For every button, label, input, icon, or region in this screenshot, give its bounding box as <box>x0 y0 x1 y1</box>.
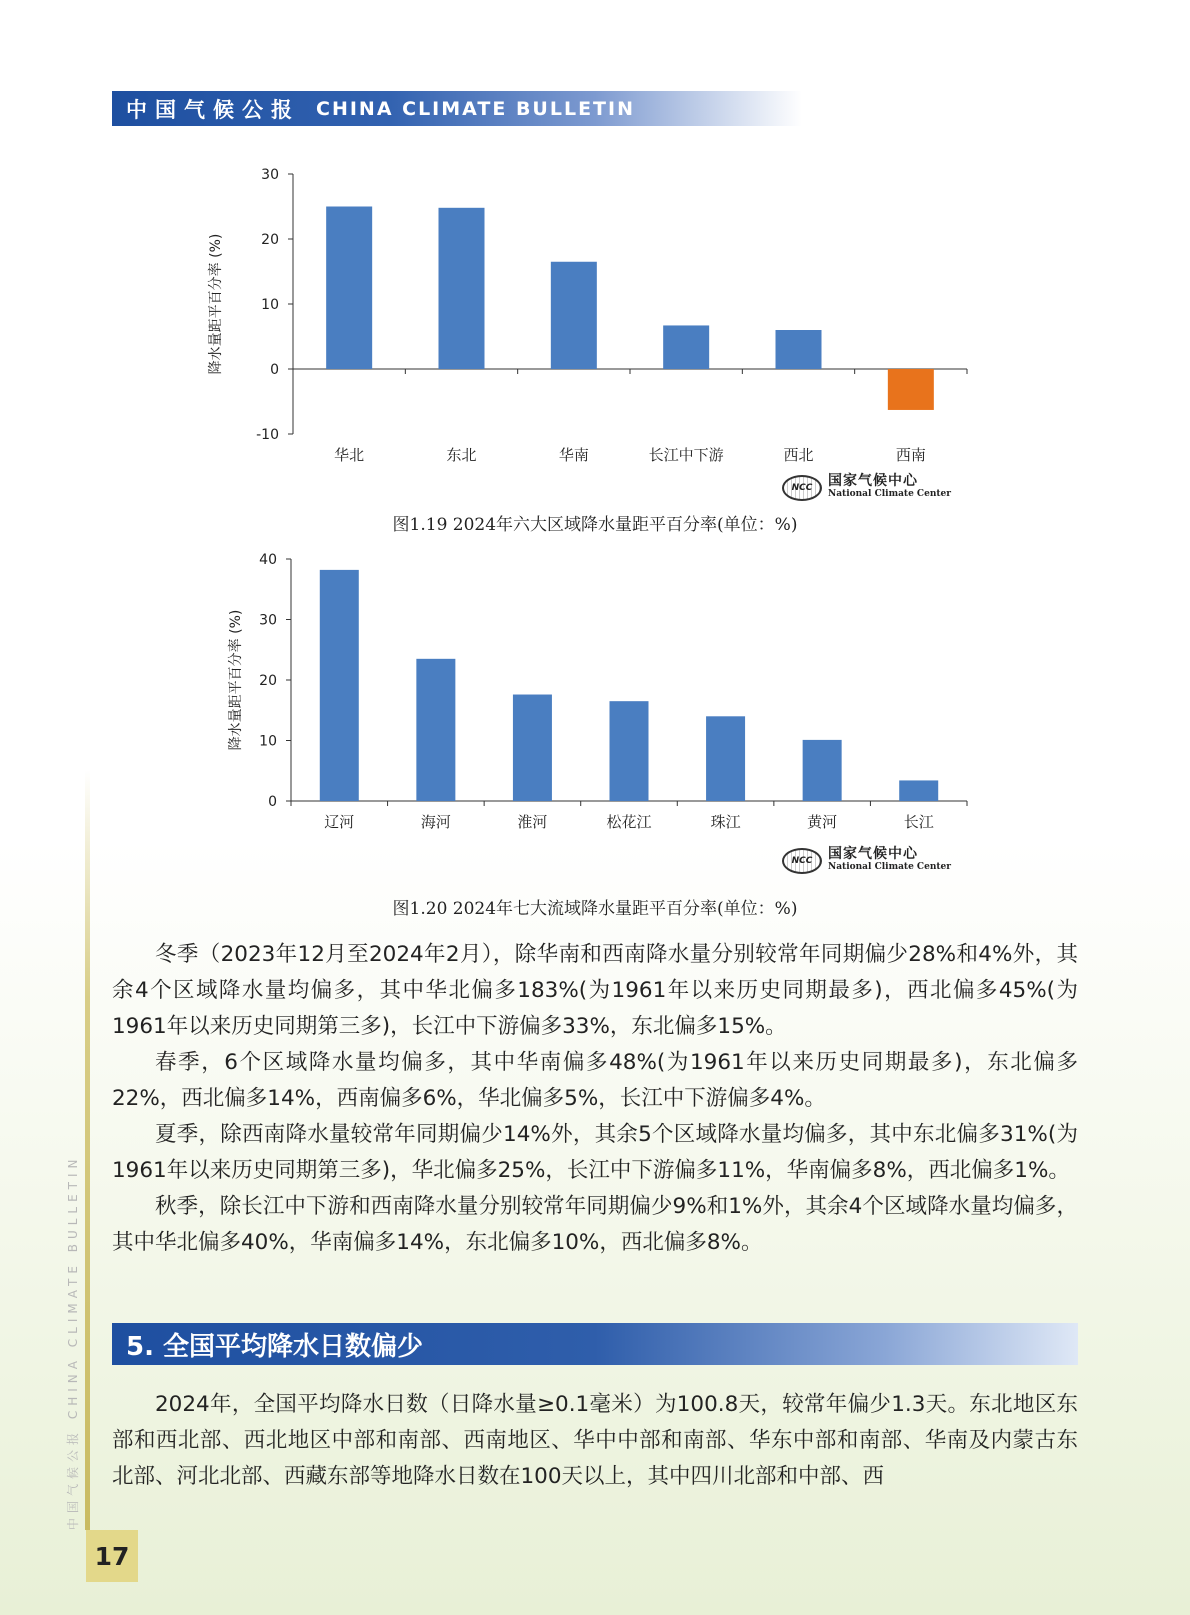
y-axis-title: 降水量距平百分率 (%) <box>208 233 224 375</box>
x-tick-label: 海河 <box>420 813 451 831</box>
ncc-name-en: National Climate Center <box>828 489 951 499</box>
x-tick-label: 华北 <box>334 446 365 464</box>
section-body <box>112 1387 1078 1495</box>
x-tick-label: 长江 <box>903 813 934 831</box>
paragraph-autumn: 秋季，除长江中下游和西南降水量分别较常年同期偏少9%和1%外，其余4个区域降水量均偏多，其中华北偏多40%，华南偏多14%，东北偏多10%，西北偏多8%。 <box>112 1194 1078 1255</box>
y-tick-label: -10 <box>256 427 279 443</box>
figure-caption-1-19: 图1.19 2024年六大区域降水量距平百分率(单位：%) <box>392 515 798 535</box>
bar-海河 <box>416 659 455 801</box>
x-tick-label: 东北 <box>446 446 477 464</box>
bar-黄河 <box>803 740 842 801</box>
section-title: 5. 全国平均降水日数偏少 <box>126 1331 424 1362</box>
bar-辽河 <box>320 570 359 801</box>
paragraph-summer: 夏季，除西南降水量较常年同期偏少14%外，其余5个区域降水量均偏多，其中东北偏多31%(为1961年以来历史同期第三多)，华北偏多25%，长江中下游偏多11%，华南偏多8%，西北偏多1%。 <box>112 1122 1078 1183</box>
header-title-cn: 中国气候公报 <box>126 97 300 122</box>
bar-长江中下游 <box>663 325 709 369</box>
y-tick-label: 20 <box>259 673 277 689</box>
x-tick-label: 淮河 <box>517 813 548 831</box>
x-tick-label: 松花江 <box>606 813 652 831</box>
paragraph-spring: 春季，6个区域降水量均偏多，其中华南偏多48%(为1961年以来历史同期最多)，东北偏多22%，西北偏多14%，西南偏多6%，华北偏多5%，长江中下游偏多4%。 <box>112 1050 1078 1111</box>
y-tick-label: 0 <box>270 362 279 378</box>
side-rule <box>85 770 90 1530</box>
bar-西南 <box>888 369 934 410</box>
x-tick-label: 辽河 <box>324 813 355 831</box>
bar-东北 <box>439 208 485 369</box>
bulletin-header <box>112 91 802 126</box>
seasonal-summary <box>112 937 1078 1261</box>
bar-西北 <box>776 330 822 369</box>
ncc-logo-2 <box>782 848 951 874</box>
chart-seven-basins <box>0 540 1190 840</box>
ncc-name-cn: 国家气候中心 <box>828 846 918 862</box>
y-tick-label: 30 <box>261 167 279 183</box>
bar-松花江 <box>610 701 649 801</box>
chart-six-regions <box>0 150 1190 480</box>
paragraph-winter: 冬季（2023年12月至2024年2月），除华南和西南降水量分别较常年同期偏少28%和4%外，其余4个区域降水量均偏多，其中华北偏多183%(为1961年以来历史同期最多)，西北偏多45%(为1961年以来历史同期第三多)，长江中下游偏多33%，东北偏多15%。 <box>112 942 1078 1039</box>
y-axis-title: 降水量距平百分率 (%) <box>228 609 244 751</box>
x-tick-label: 西南 <box>895 446 926 464</box>
bar-华北 <box>326 207 372 370</box>
section-heading <box>112 1323 1078 1365</box>
side-running-title: 中国气候公报 CHINA CLIMATE BULLETIN <box>66 1154 80 1530</box>
y-tick-label: 10 <box>259 733 277 750</box>
bar-华南 <box>551 262 597 369</box>
ncc-globe-icon: NCC <box>782 475 822 501</box>
x-tick-label: 华南 <box>558 446 589 464</box>
y-tick-label: 10 <box>261 297 279 313</box>
y-tick-label: 20 <box>261 232 279 248</box>
y-tick-label: 0 <box>268 794 277 810</box>
ncc-logo-1 <box>782 475 951 501</box>
y-tick-label: 40 <box>259 552 277 568</box>
bar-珠江 <box>706 716 745 801</box>
x-tick-label: 珠江 <box>710 813 741 831</box>
ncc-globe-icon: NCC <box>782 848 822 874</box>
page-number: 17 <box>86 1530 138 1582</box>
y-tick-label: 30 <box>259 612 277 629</box>
bar-淮河 <box>513 695 552 801</box>
header-title-en: CHINA CLIMATE BULLETIN <box>316 97 635 120</box>
ncc-name-en: National Climate Center <box>828 862 951 872</box>
ncc-name-cn: 国家气候中心 <box>828 473 918 489</box>
bar-长江 <box>899 780 938 801</box>
x-tick-label: 黄河 <box>807 813 838 831</box>
figure-caption-1-20: 图1.20 2024年七大流域降水量距平百分率(单位：%) <box>392 899 798 919</box>
x-tick-label: 长江中下游 <box>648 446 724 464</box>
paragraph-rain-days: 2024年，全国平均降水日数（日降水量≥0.1毫米）为100.8天，较常年偏少1.3天。东北地区东部和西北部、西北地区中部和南部、西南地区、华中中部和南部、华东中部和南部、华南及内蒙古东北部、河北北部、西藏东部等地降水日数在100天以上，其中四川北部和中部、西 <box>112 1392 1078 1489</box>
x-tick-label: 西北 <box>783 446 814 464</box>
